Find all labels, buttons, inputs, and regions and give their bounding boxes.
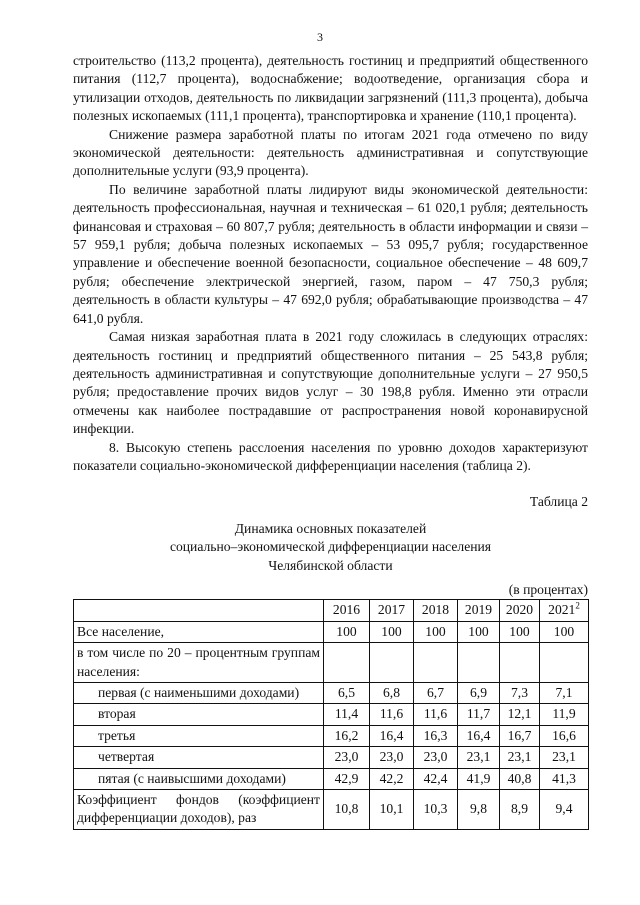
row-value: 10,8 — [324, 790, 370, 830]
row-value: 16,2 — [324, 725, 370, 746]
differentiation-table — [73, 599, 589, 829]
paragraph-3: По величине заработной платы лидируют виды экономической деятельности: деятельность профессиональная, научная и техническая – 61 020,1 рубля; деятельность финансовая и страховая – 60 807,7 рубля; деятельность в области информации и связи – 57 959,1 рубля; добыча полезных ископаемых – 53 095,7 рубля; государственное управление и обеспечение военной безопасности, социальное обеспечение – 48 609,7 рубля; обеспечение электрической энергией, газом, паром – 47 750,3 рубля; деятельность в области культуры – 47 692,0 рубля; обрабатывающие производства – 47 641,0 рубля. — [73, 181, 588, 326]
row-label: четвертая — [74, 747, 324, 768]
row-value: 9,4 — [540, 790, 589, 830]
table-row — [74, 704, 589, 725]
row-value: 100 — [370, 621, 414, 642]
row-value: 42,9 — [324, 768, 370, 789]
row-value: 42,4 — [414, 768, 458, 789]
row-value: 6,9 — [458, 683, 500, 704]
row-value: 23,1 — [458, 747, 500, 768]
year-header: 2020 — [500, 600, 540, 621]
row-value: 16,6 — [540, 725, 589, 746]
row-value — [540, 643, 589, 683]
page-number: 3 — [317, 30, 323, 44]
row-value: 23,1 — [540, 747, 589, 768]
row-value: 11,4 — [324, 704, 370, 725]
row-value: 40,8 — [500, 768, 540, 789]
table-title-line-3: Челябинской области — [268, 557, 393, 573]
paragraph-5: 8. Высокую степень расслоения населения по уровню доходов характеризуют показатели социально-экономической дифференциации населения (таблица 2). — [73, 439, 588, 473]
row-label: вторая — [74, 704, 324, 725]
table-row — [74, 768, 589, 789]
row-label: Все население, — [74, 621, 324, 642]
row-value: 10,3 — [414, 790, 458, 830]
row-value: 23,1 — [500, 747, 540, 768]
table-units: (в процентах) — [508, 581, 588, 597]
row-value: 100 — [324, 621, 370, 642]
row-value: 16,4 — [370, 725, 414, 746]
row-label: пятая (с наивысшими доходами) — [74, 768, 324, 789]
footnote-marker: 2 — [575, 600, 580, 611]
year-header — [540, 600, 589, 621]
row-value: 23,0 — [414, 747, 458, 768]
table-row — [74, 747, 589, 768]
year-header-text: 2021 — [548, 602, 576, 618]
row-value: 11,6 — [414, 704, 458, 725]
row-value: 16,3 — [414, 725, 458, 746]
row-value: 11,9 — [540, 704, 589, 725]
row-value — [370, 643, 414, 683]
row-value: 6,8 — [370, 683, 414, 704]
row-value: 7,3 — [500, 683, 540, 704]
paragraph-4: Самая низкая заработная плата в 2021 году сложилась в следующих отраслях: деятельность гостиниц и предприятий общественного питания – 25 543,8 рубля; деятельность административная и сопутствующие дополнительные услуги – 27 950,5 рубля; предоставление прочих видов услуг – 30 198,8 рубля. Именно эти отрасли отмечены как наиболее пострадавшие от распространения новой коронавирусной инфекции. — [73, 329, 588, 437]
paragraph-2: Снижение размера заработной платы по итогам 2021 года отмечено по виду экономической деятельности: деятельность административная и сопутствующие дополнительные услуги (93,9 процента). — [73, 126, 588, 179]
table-row — [74, 790, 589, 830]
row-value: 7,1 — [540, 683, 589, 704]
table-row — [74, 643, 589, 683]
row-value: 23,0 — [324, 747, 370, 768]
row-value: 12,1 — [500, 704, 540, 725]
document-body — [73, 52, 588, 830]
row-value: 41,9 — [458, 768, 500, 789]
row-value: 10,1 — [370, 790, 414, 830]
table-row — [74, 621, 589, 642]
year-header: 2018 — [414, 600, 458, 621]
row-value — [414, 643, 458, 683]
table-title-line-2: социально–экономической дифференциации населения — [169, 539, 492, 555]
row-value: 11,6 — [370, 704, 414, 725]
row-label: в том числе по 20 – процентным группам населения: — [74, 643, 324, 683]
table-caption: Таблица 2 — [529, 494, 588, 510]
row-value: 11,7 — [458, 704, 500, 725]
row-value: 100 — [458, 621, 500, 642]
row-label: третья — [74, 725, 324, 746]
row-value: 42,2 — [370, 768, 414, 789]
paragraph-1: строительство (113,2 процента), деятельность гостиниц и предприятий общественного питания (112,7 процента), водоснабжение; водоотведение, организация сбора и утилизации отходов, деятельность по ликвидации загрязнений (111,3 процента), добыча полезных ископаемых (111,1 процента), транспортировка и хранение (110,1 процента). — [73, 53, 588, 124]
row-value — [458, 643, 500, 683]
row-value: 6,5 — [324, 683, 370, 704]
table-header-row — [74, 600, 589, 621]
year-header: 2017 — [370, 600, 414, 621]
row-label: первая (с наименьшими доходами) — [74, 683, 324, 704]
year-header: 2019 — [458, 600, 500, 621]
table-title-line-1: Динамика основных показателей — [234, 520, 427, 536]
row-value: 100 — [540, 621, 589, 642]
table-header-blank — [74, 600, 324, 621]
year-header: 2016 — [324, 600, 370, 621]
row-value: 9,8 — [458, 790, 500, 830]
row-value: 16,4 — [458, 725, 500, 746]
table-title — [73, 520, 588, 575]
row-label: Коэффициент фондов (коэффициент дифференциации доходов), раз — [74, 790, 324, 830]
table-body — [74, 621, 589, 829]
row-value: 6,7 — [414, 683, 458, 704]
row-value — [324, 643, 370, 683]
row-value: 8,9 — [500, 790, 540, 830]
row-value: 100 — [414, 621, 458, 642]
table-row — [74, 683, 589, 704]
row-value: 16,7 — [500, 725, 540, 746]
table-row — [74, 725, 589, 746]
row-value — [500, 643, 540, 683]
row-value: 100 — [500, 621, 540, 642]
row-value: 41,3 — [540, 768, 589, 789]
row-value: 23,0 — [370, 747, 414, 768]
